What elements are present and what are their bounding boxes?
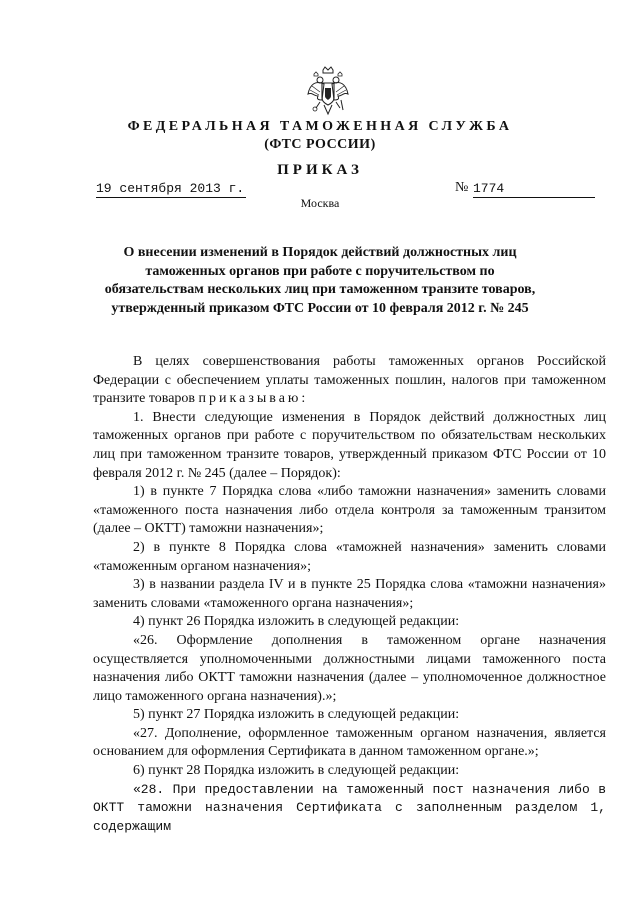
- subitem-4: 4) пункт 26 Порядка изложить в следующей редакции:: [133, 614, 460, 630]
- intro-text: В целях совершенствования работы таможенных органов Российской Федерации с обеспечением уплаты таможенных пошлин, налогов при таможенном транзите товаров: [93, 354, 606, 407]
- organization-name: ФЕДЕРАЛЬНАЯ ТАМОЖЕННАЯ СЛУЖБА: [127, 119, 513, 134]
- quote-item-26: «26. Оформление дополнения в таможенном органе назначения осуществляется уполномоченными должностными лицами таможенного поста назначения либо ОКТТ таможни назначения (далее – уполномоченное должностное лицо таможенного органа назначения).»;: [93, 632, 606, 704]
- subitem-1: 1) в пункте 7 Порядка слова «либо таможни назначения» заменить словами «таможенного поста назначения либо отдела контроля за таможенным транзитом (далее – ОКТТ) таможни назначения»;: [93, 484, 606, 537]
- document-body: [93, 353, 606, 836]
- quote-item-28: «28. При предоставлении на таможенный пост назначения либо в ОКТТ таможни назначения Сертификата с заполненным разделом 1, содержащим: [93, 781, 606, 834]
- order-number: 1774: [473, 181, 595, 198]
- intro-paragraph: [93, 353, 606, 409]
- order-word: приказываю:: [198, 391, 309, 407]
- order-date: 19 сентября 2013 г.: [96, 181, 245, 196]
- subitem-3: 3) в названии раздела IV и в пункте 25 Порядка слова «таможни назначения» заменить словами «таможенного органа назначения»;: [93, 577, 606, 611]
- russian-coat-of-arms-icon: [306, 66, 350, 116]
- item-1: 1. Внести следующие изменения в Порядок действий должностных лиц таможенных органов при работе с поручительством по обязательствам нескольких лиц при таможенном транзите товаров, утвержденный приказом ФТС России от 10 февраля 2012 г. № 245 (далее – Порядок):: [93, 409, 606, 481]
- quote-item-27: «27. Дополнение, оформленное таможенным органом назначения, является основанием для оформления Сертификата в данном таможенном органе.»;: [93, 725, 606, 760]
- document-type: ПРИКАЗ: [277, 162, 363, 178]
- organization-short-name: (ФТС РОССИИ): [264, 137, 376, 152]
- document-title: О внесении изменений в Порядок действий должностных лиц таможенных органов при работе с поручительством по обязательствам нескольких лиц при таможенном транзите товаров, утвержденный приказом ФТС России от 10 февраля 2012 г. № 245: [104, 245, 536, 316]
- subitem-5: 5) пункт 27 Порядка изложить в следующей редакции:: [133, 707, 460, 723]
- order-city: Москва: [300, 196, 340, 210]
- subitem-2: 2) в пункте 8 Порядка слова «таможней назначения» заменить словами «таможенным органом назначения»;: [93, 539, 606, 574]
- subitem-6: 6) пункт 28 Порядка изложить в следующей редакции:: [133, 763, 460, 779]
- order-number-label: №: [455, 180, 469, 195]
